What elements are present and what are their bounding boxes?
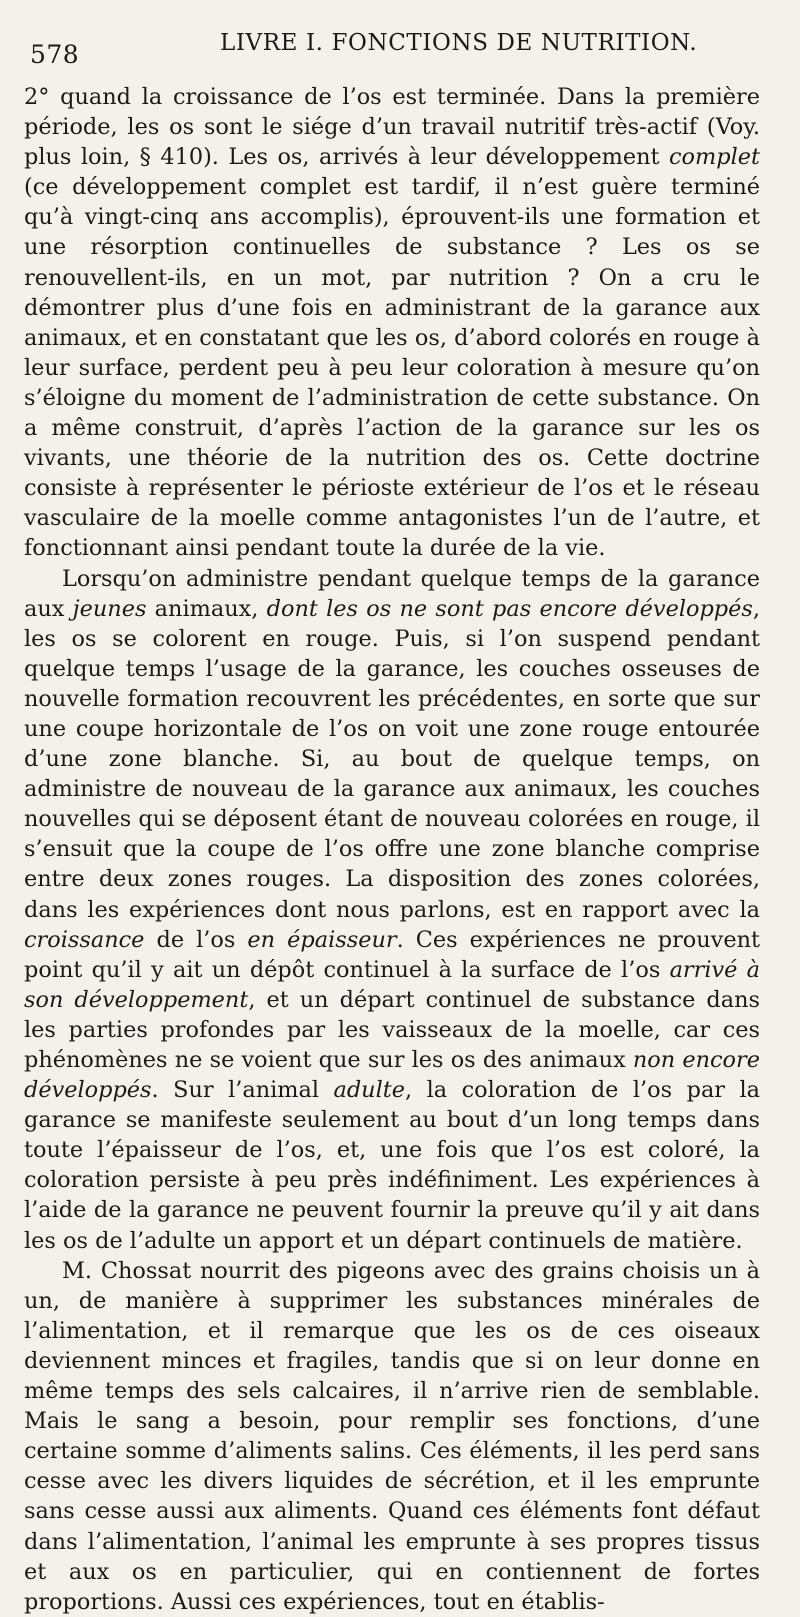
text-body: [24, 82, 760, 1617]
paragraph-3: [24, 1256, 760, 1617]
italic-run: jeunes: [72, 595, 147, 622]
text-run: , et un départ continuel de substance dans les parties profondes par les vaisseaux de la moelle, car ces phénomènes ne se voient que sur les os des animaux: [24, 986, 760, 1073]
text-run: animaux,: [146, 595, 267, 622]
running-head: [24, 28, 760, 74]
text-run: 2° quand la croissance de l’os est terminée. Dans la première période, les os sont le siége d’un travail nutritif très-actif (Voy. plus loin, § 410). Les os, arrivés à leur développement: [24, 84, 760, 171]
running-title: LIVRE I. FONCTIONS DE NUTRITION.: [220, 30, 698, 56]
italic-run: dont les os ne sont pas encore développés: [266, 595, 753, 622]
text-run: de l’os: [144, 926, 248, 953]
text-run: . Ces expériences ne prouvent point qu’il y ait un dépôt continuel à la surface de l’os: [24, 926, 760, 983]
text-run: (ce développement complet est tardif, il n’est guère terminé qu’à vingt-cinq ans accomplis), éprouvent-ils une formation et une résorption continuelles de substance ? Les os se renouvellent-ils, en un mot, par nutrition ? On a cru le démontrer plus d’une fois en administrant de la garance aux animaux, et en constatant que les os, d’abord colorés en rouge à leur surface, perdent peu à peu leur coloration à mesure qu’on s’éloigne du moment de l’administration de cette substance. On a même construit, d’après l’action de la garance sur les os vivants, une théorie de la nutrition des os. Cette doctrine consiste à représenter le périoste extérieur de l’os et le réseau vasculaire de la moelle comme antagonistes l’un de l’autre, et fonctionnant ainsi pendant toute la durée de la vie.: [24, 174, 760, 562]
text-run: , les os se colorent en rouge. Puis, si l’on suspend pendant quelque temps l’usage de la garance, les couches osseuses de nouvelle formation recouvrent les précédentes, en sorte que sur une coupe horizontale de l’os on voit une zone rouge entourée d’une zone blanche. Si, au bout de quelque temps, on administre de nouveau de la garance aux animaux, les couches nouvelles qui se déposent étant de nouveau colorées en rouge, il s’ensuit que la coupe de l’os offre une zone blanche comprise entre deux zones rouges. La disposition des zones colorées, dans les expériences dont nous parlons, est en rapport avec la: [24, 595, 761, 923]
italic-run: adulte: [333, 1077, 406, 1104]
paragraph-1: [24, 82, 760, 564]
text-run: . Sur l’animal: [151, 1077, 334, 1104]
italic-run: en épaisseur: [247, 926, 397, 953]
italic-run: non encore développés: [24, 1047, 760, 1104]
italic-run: croissance: [24, 926, 145, 953]
text-run: Lorsqu’on administre pendant quelque temps de la garance aux: [24, 565, 760, 622]
text-run: M. Chossat nourrit des pigeons avec des grains choisis un à un, de manière à supprimer les substances minérales de l’alimentation, et il remarque que les os de ces oiseaux deviennent minces et fragiles, tandis que si on leur donne en même temps des sels calcaires, il n’arrive rien de semblable. Mais le sang a besoin, pour remplir ses fonctions, d’une certaine somme d’aliments salins. Ces éléments, il les perd sans cesse avec les divers liquides de sécrétion, et il les emprunte sans cesse aussi aux aliments. Quand ces éléments font défaut dans l’alimentation, l’animal les emprunte à ses propres tissus et aux os en particulier, qui en contiennent de fortes proportions. Aussi ces expériences, tout en établis-: [24, 1257, 760, 1615]
italic-run: complet: [669, 144, 760, 171]
page-number: 578: [30, 40, 80, 69]
text-run: , la coloration de l’os par la garance se manifeste seulement au bout d’un long temps dans toute l’épaisseur de l’os, et, une fois que l’os est coloré, la coloration persiste à peu près indéfiniment. Les expériences à l’aide de la garance ne peuvent fournir la preuve qu’il y ait dans les os de l’adulte un apport et un départ continuels de matière.: [24, 1077, 760, 1254]
paragraph-2: [24, 564, 760, 1256]
italic-run: arrivé à son développement: [24, 956, 760, 1013]
